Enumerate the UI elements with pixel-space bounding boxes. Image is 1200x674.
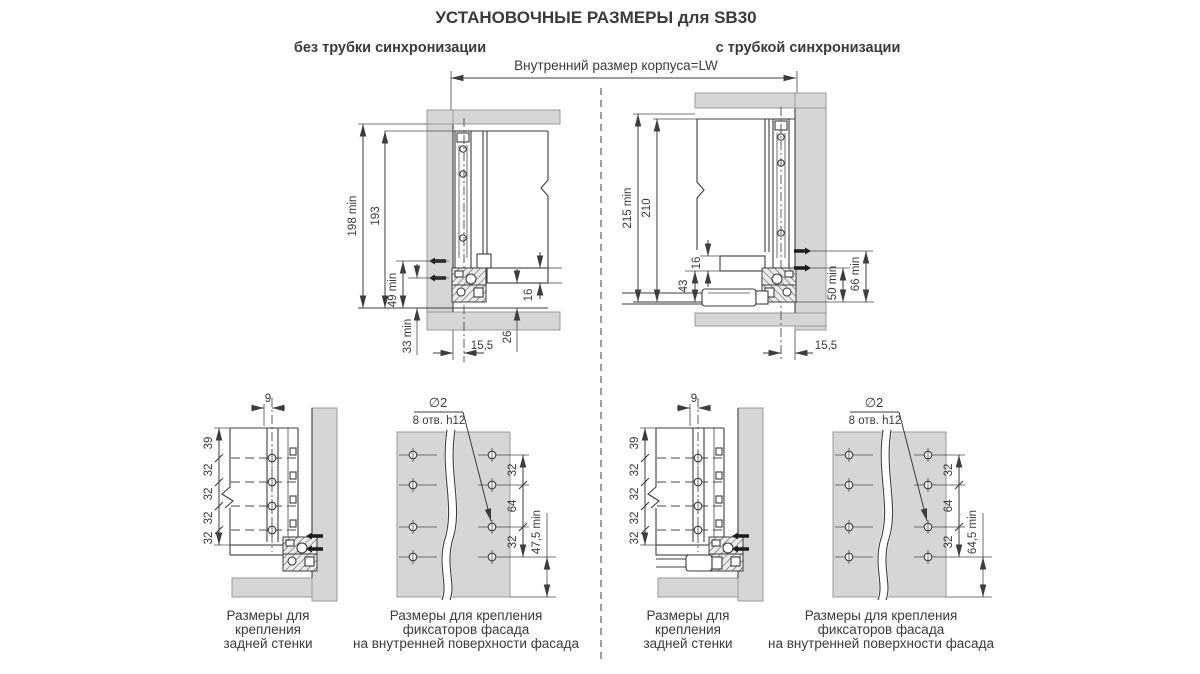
dim-43 (678, 271, 695, 302)
dim-50-label: 50 min (827, 265, 839, 301)
dim-15-5-left-label: 15,5 (470, 340, 494, 352)
cabinet-bottom-panel (232, 578, 312, 597)
cabinet-bottom-panel (427, 312, 560, 330)
dim-chain-facade-left (507, 455, 527, 557)
chain-32-label: 32 (629, 531, 641, 545)
dim-47-5-min (510, 510, 556, 597)
caption-line: на внутренней поверхности фасада (768, 636, 994, 651)
hole-spec-label: 8 отв. h12 (412, 415, 466, 427)
dim-33-label: 33 min (402, 318, 414, 354)
subtitle-with-tube: с трубкой синхронизации (715, 40, 901, 56)
caption-facade-right (768, 608, 994, 651)
diagram-section-no-tube (347, 110, 562, 362)
dim-210-label: 210 (641, 198, 653, 218)
diagram-facade-plate-left (397, 395, 556, 600)
dim-16-left-label: 16 (523, 288, 535, 302)
cabinet-bottom-panel (695, 313, 826, 326)
caption-line: Размеры для крепления (804, 608, 958, 623)
dim-16-right (691, 240, 708, 287)
chain-32-label: 32 (629, 463, 641, 477)
facade-panel (312, 408, 337, 601)
chain-39-label: 39 (629, 436, 641, 450)
caption-back-wall-left (223, 608, 312, 651)
dim-43-label: 43 (678, 279, 690, 293)
caption-line: Размеры для крепления (389, 608, 543, 623)
back-wall-break-edge (648, 428, 659, 545)
dim-47-5-label: 47,5 min (531, 509, 543, 555)
chain-32-label: 32 (629, 511, 641, 525)
dim-chain-back-wall-left (203, 428, 232, 545)
caption-line: крепления (235, 622, 301, 637)
chain-64-label: 64 (507, 499, 519, 513)
cabinet-side-panel (795, 93, 826, 330)
back-rail-hole-strip (693, 398, 722, 552)
dim-16-right-label: 16 (691, 256, 703, 270)
page-title: УСТАНОВОЧНЫЕ РАЗМЕРЫ для SB30 (435, 8, 757, 27)
dim-64-5-min (946, 510, 992, 597)
cabinet-width-label: Внутренний размер корпуса=LW (514, 58, 718, 73)
chain-32-label: 32 (507, 463, 519, 477)
bottom-bracket (452, 268, 486, 302)
hole-diameter-label: ∅2 (864, 395, 884, 410)
diagram-section-with-tube (622, 93, 874, 362)
chain-32-label: 32 (203, 463, 215, 477)
synchronization-tube (656, 555, 722, 571)
hole-spec-label: 8 отв. h12 (848, 415, 902, 427)
dim-15-5-right-label: 15,5 (814, 340, 838, 352)
back-wall-break-edge (222, 428, 233, 545)
dim-215-label: 215 min (622, 187, 634, 229)
subtitle-without-tube: без трубки синхронизации (293, 40, 487, 56)
dim-9-right-label: 9 (690, 393, 698, 405)
chain-32-label: 32 (203, 487, 215, 501)
drawer-bottom-panel (720, 256, 765, 271)
chain-64-label: 64 (943, 499, 955, 513)
dim-64-5-label: 64,5 min (967, 509, 979, 555)
chain-32-label: 32 (203, 511, 215, 525)
drawer-break-edge (541, 131, 548, 268)
caption-line: задней стенки (223, 636, 313, 651)
diagram-facade-plate-right (833, 395, 992, 600)
caption-line: задней стенки (643, 636, 733, 651)
cabinet-side-panel (427, 110, 453, 330)
drawer-break-edge (697, 119, 704, 250)
dim-193-label: 193 (370, 206, 382, 226)
cabinet-bottom-panel (658, 578, 738, 597)
caption-line: Размеры для (226, 608, 310, 623)
dim-chain-facade-right (943, 455, 963, 557)
caption-back-wall-right (643, 608, 732, 651)
bottom-bracket (283, 537, 317, 571)
dim-15-5-right (763, 330, 837, 360)
diagram-back-wall-no-tube (203, 393, 337, 601)
caption-facade-left (353, 608, 579, 651)
dim-215-min (622, 114, 695, 302)
dim-15-5-left (433, 330, 493, 360)
diagram-back-wall-with-tube (629, 393, 763, 601)
caption-line: на внутренней поверхности фасада (353, 636, 579, 651)
dim-210 (641, 119, 657, 302)
chain-32-label: 32 (203, 531, 215, 545)
dim-9-right (677, 393, 711, 426)
dim-198-label: 198 min (347, 195, 359, 237)
chain-39-label: 39 (203, 436, 215, 450)
drawer-back-rail (455, 131, 471, 268)
dim-26-label: 26 (502, 330, 514, 344)
chain-32-label: 32 (943, 535, 955, 549)
facade-panel (738, 408, 763, 601)
chain-32-label: 32 (629, 487, 641, 501)
back-rail-hole-strip (267, 398, 296, 552)
dim-9-left-label: 9 (264, 393, 272, 405)
chain-32-label: 32 (507, 535, 519, 549)
dim-49-label: 49 min (387, 272, 399, 308)
caption-line: крепления (655, 622, 721, 637)
dim-66-label: 66 min (850, 256, 862, 292)
dim-193 (370, 131, 385, 308)
dim-chain-back-wall-right (629, 428, 658, 545)
caption-line: фиксаторов фасада (402, 622, 530, 637)
chain-32-label: 32 (943, 463, 955, 477)
caption-line: фиксаторов фасада (817, 622, 945, 637)
caption-line: Размеры для (646, 608, 730, 623)
hole-diameter-label: ∅2 (428, 395, 448, 410)
dim-9-left (251, 393, 285, 426)
